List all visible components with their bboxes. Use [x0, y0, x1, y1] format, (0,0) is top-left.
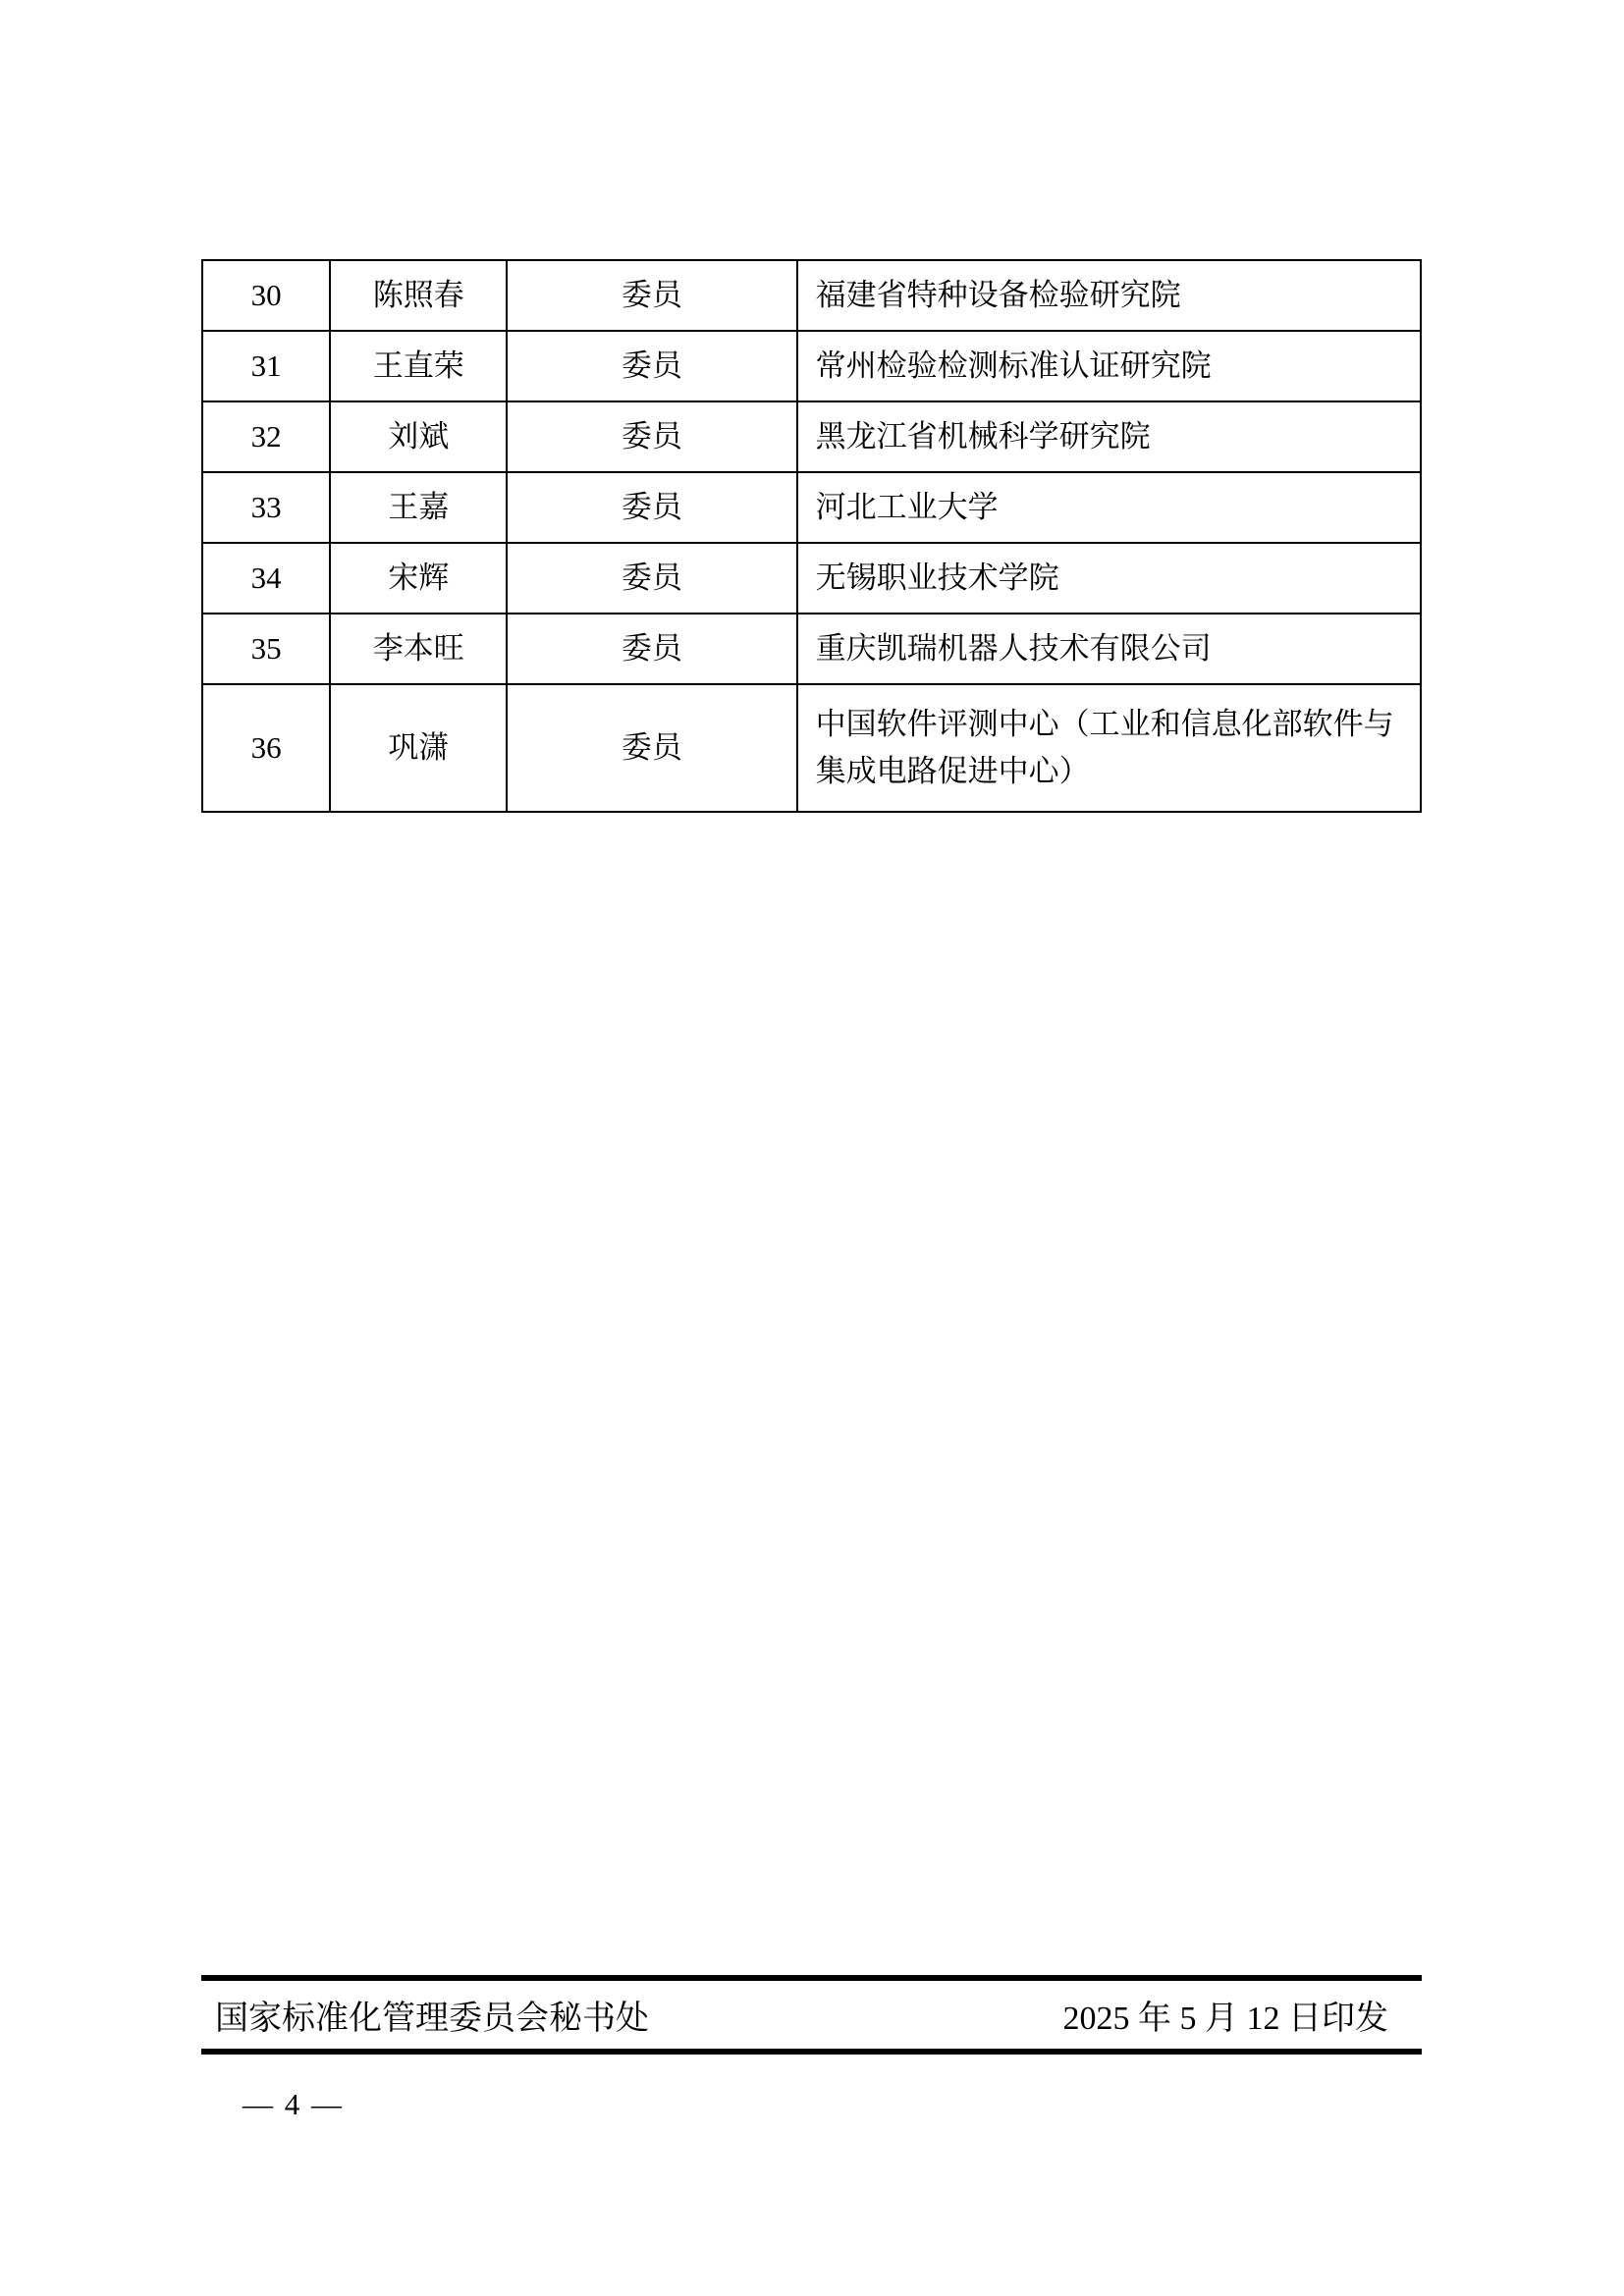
cell-member-name: 刘斌: [330, 401, 507, 472]
cell-member-name: 王直荣: [330, 331, 507, 401]
footer-bottom-rule: [201, 2049, 1422, 2055]
table-row: [202, 260, 1421, 331]
cell-member-name: 巩潇: [330, 684, 507, 812]
cell-row-number: 35: [202, 614, 330, 684]
cell-row-number: 36: [202, 684, 330, 812]
cell-member-role: 委员: [507, 331, 796, 401]
cell-row-number: 34: [202, 543, 330, 614]
footer-issuer: 国家标准化管理委员会秘书处: [215, 2001, 649, 2037]
members-table: [201, 259, 1422, 813]
cell-member-role: 委员: [507, 543, 796, 614]
cell-member-role: 委员: [507, 401, 796, 472]
page-number: — 4 —: [243, 2087, 344, 2121]
cell-organization: 无锡职业技术学院: [797, 543, 1421, 614]
cell-member-name: 李本旺: [330, 614, 507, 684]
cell-row-number: 32: [202, 401, 330, 472]
cell-organization: 河北工业大学: [797, 472, 1421, 543]
cell-organization: 中国软件评测中心（工业和信息化部软件与集成电路促进中心）: [797, 684, 1421, 812]
table-row: [202, 401, 1421, 472]
cell-row-number: 33: [202, 472, 330, 543]
cell-member-name: 宋辉: [330, 543, 507, 614]
cell-organization: 福建省特种设备检验研究院: [797, 260, 1421, 331]
table-row: [202, 331, 1421, 401]
cell-organization: 黑龙江省机械科学研究院: [797, 401, 1421, 472]
members-table-body: [202, 260, 1421, 812]
cell-organization: 重庆凯瑞机器人技术有限公司: [797, 614, 1421, 684]
cell-row-number: 31: [202, 331, 330, 401]
cell-row-number: 30: [202, 260, 330, 331]
table-row: [202, 472, 1421, 543]
table-row: [202, 684, 1421, 812]
cell-member-name: 陈照春: [330, 260, 507, 331]
cell-member-role: 委员: [507, 684, 796, 812]
cell-organization: 常州检验检测标准认证研究院: [797, 331, 1421, 401]
table-row: [202, 614, 1421, 684]
cell-member-role: 委员: [507, 614, 796, 684]
cell-member-role: 委员: [507, 472, 796, 543]
cell-member-name: 王嘉: [330, 472, 507, 543]
table-row: [202, 543, 1421, 614]
footer-print-date: 2025 年 5 月 12 日印发: [1062, 2001, 1388, 2037]
footer-row: [201, 1981, 1422, 2049]
cell-member-role: 委员: [507, 260, 796, 331]
